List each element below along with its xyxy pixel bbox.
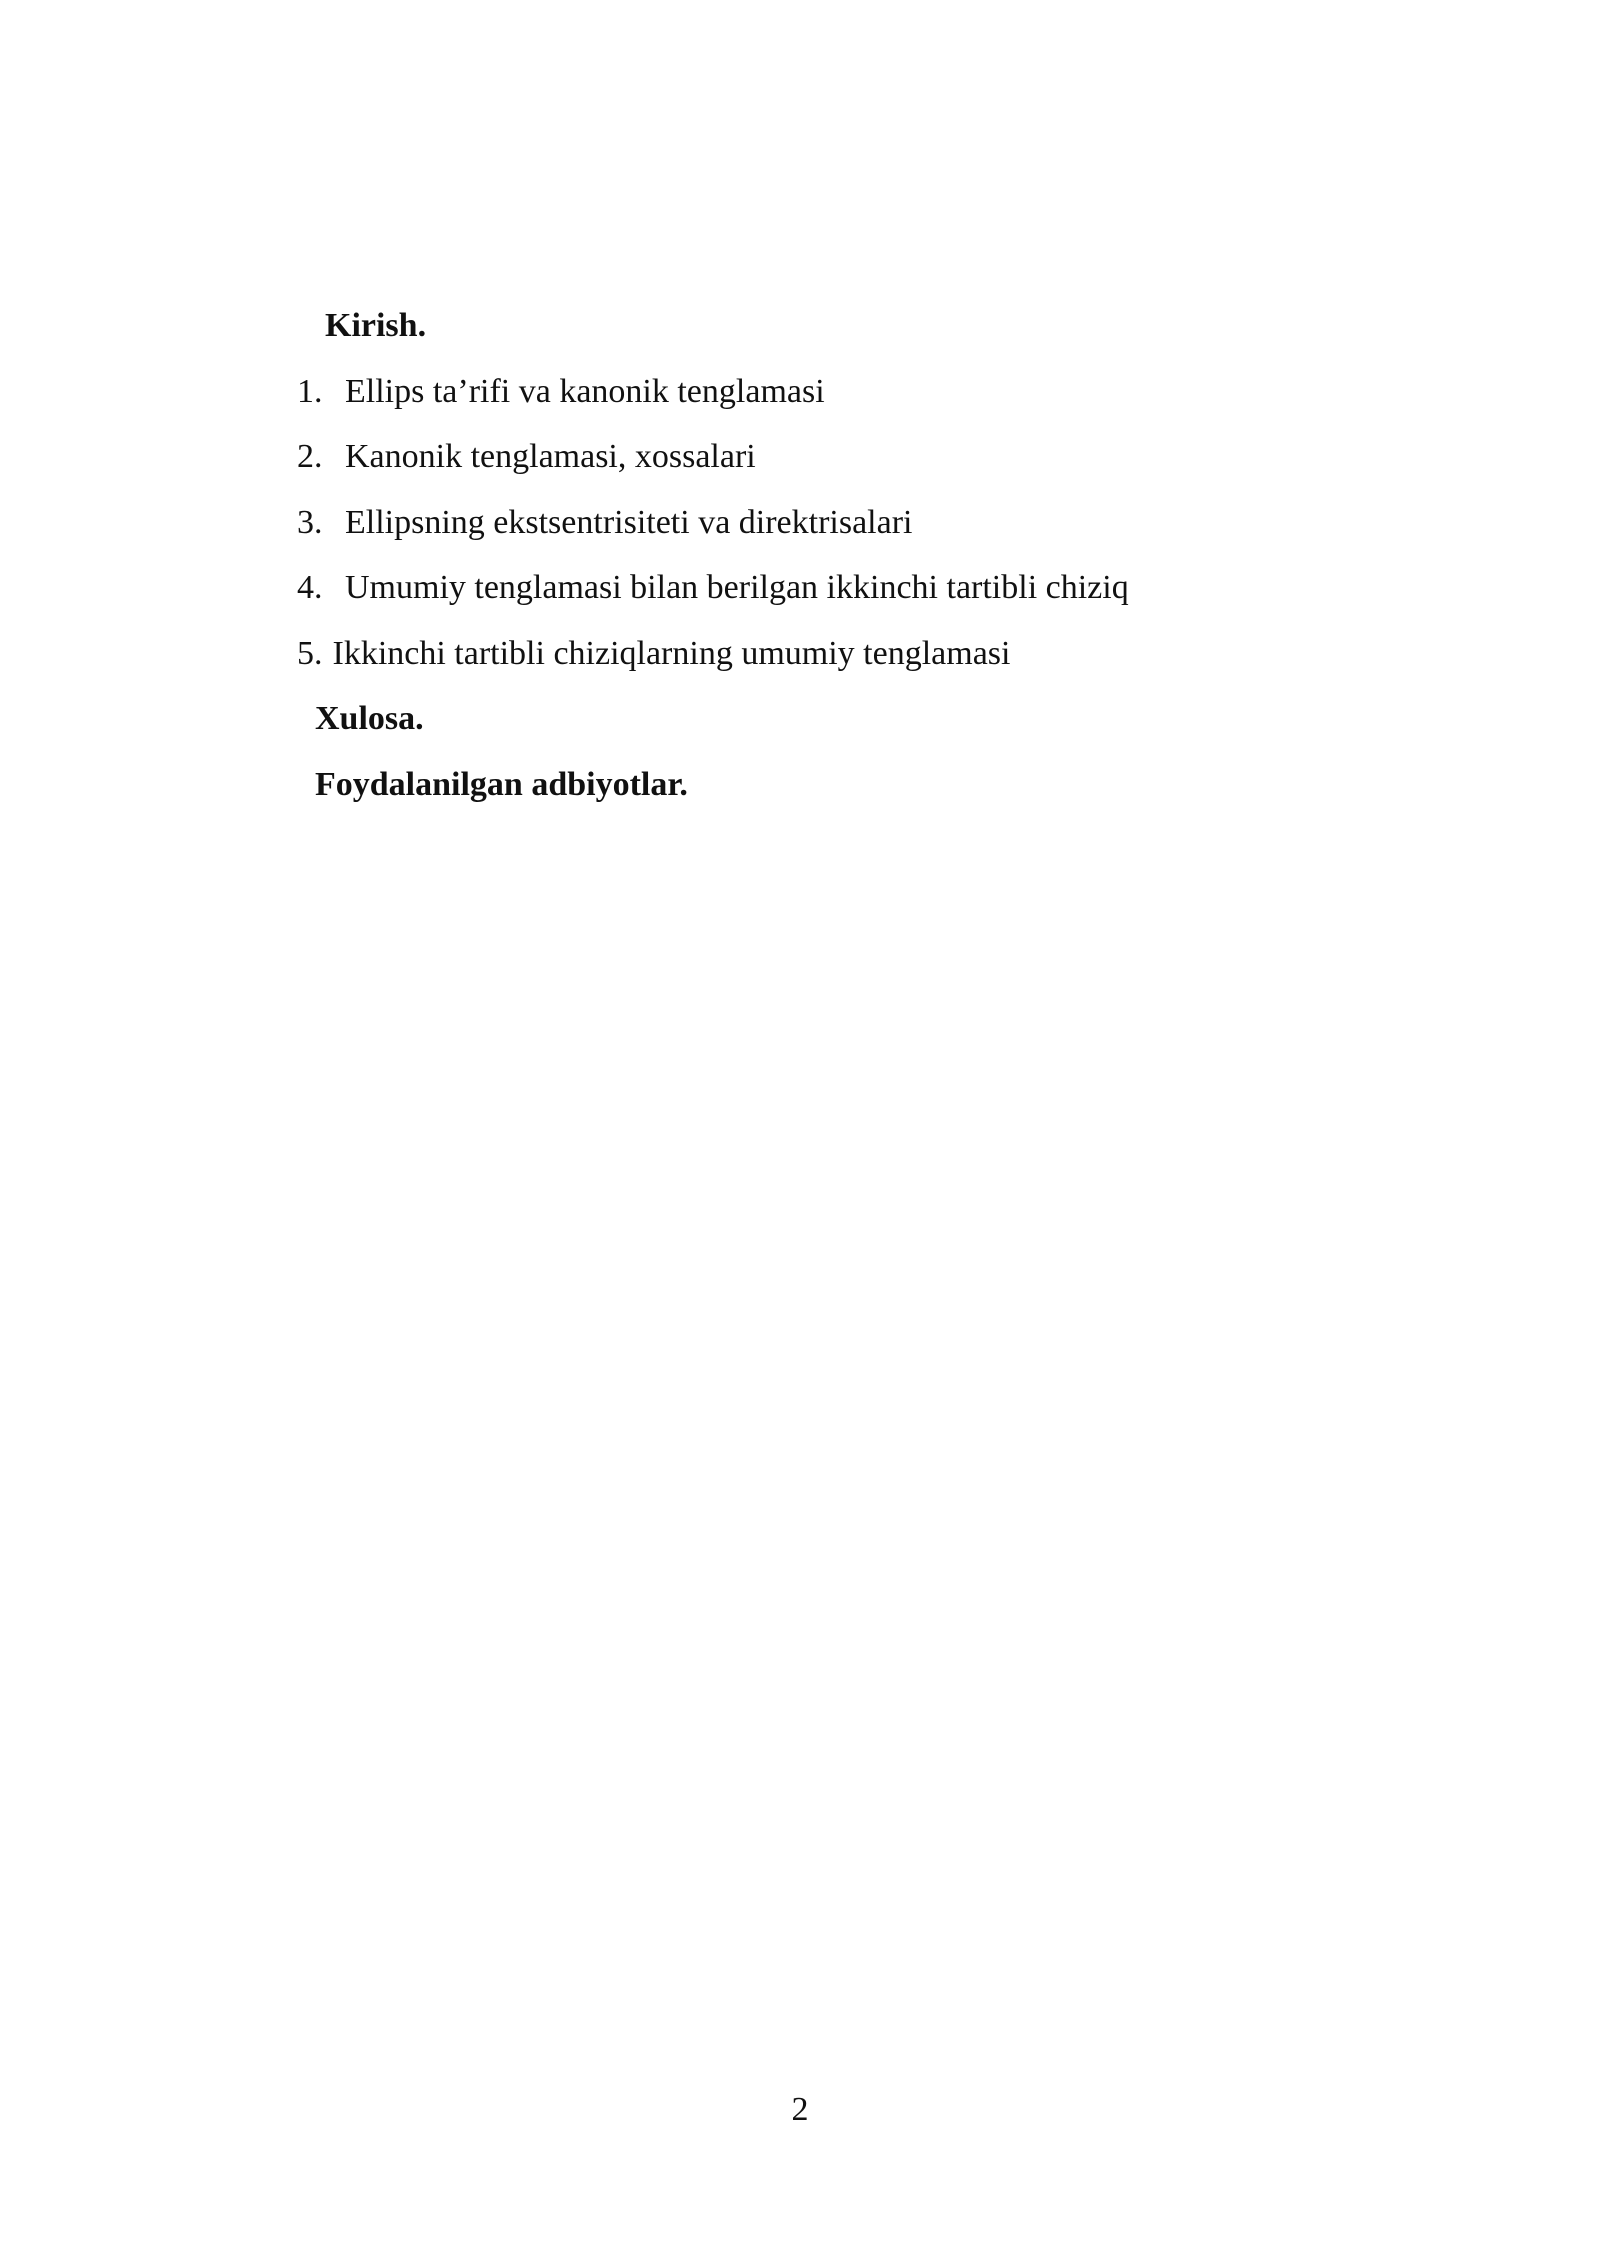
toc-item-number: 3. [297,503,323,541]
toc-item-text: Ikkinchi tartibli chiziqlarning umumiy tenglamasi [332,634,1011,672]
toc-item-number: 5. [297,634,323,672]
toc-item-number: 1. [297,372,323,410]
toc-item-4 [297,558,1297,624]
page-number: 2 [791,2091,809,2128]
toc-intro: Kirish. [325,307,427,344]
toc-item-text: Umumiy tenglamasi bilan berilgan ikkinchi tartibli chiziq [345,569,1129,606]
toc-item-text: Ellipsning ekstsentrisiteti va direktrisalari [345,503,913,541]
toc-item-number: 2. [297,438,323,475]
toc-item-3 [297,493,1297,559]
toc-item-text: Kanonik tenglamasi, xossalari [345,438,756,475]
toc-item-text: Ellips ta’rifi va kanonik tenglamasi [345,372,825,410]
toc-item-1 [297,362,1297,428]
toc-item-2 [297,427,1297,493]
table-of-contents [297,296,1297,820]
toc-item-number: 4. [297,569,323,606]
toc-conclusion: Xulosa. [315,700,424,737]
toc-references: Foydalanilgan adbiyotlar. [315,765,688,803]
toc-item-5 [297,624,1297,690]
